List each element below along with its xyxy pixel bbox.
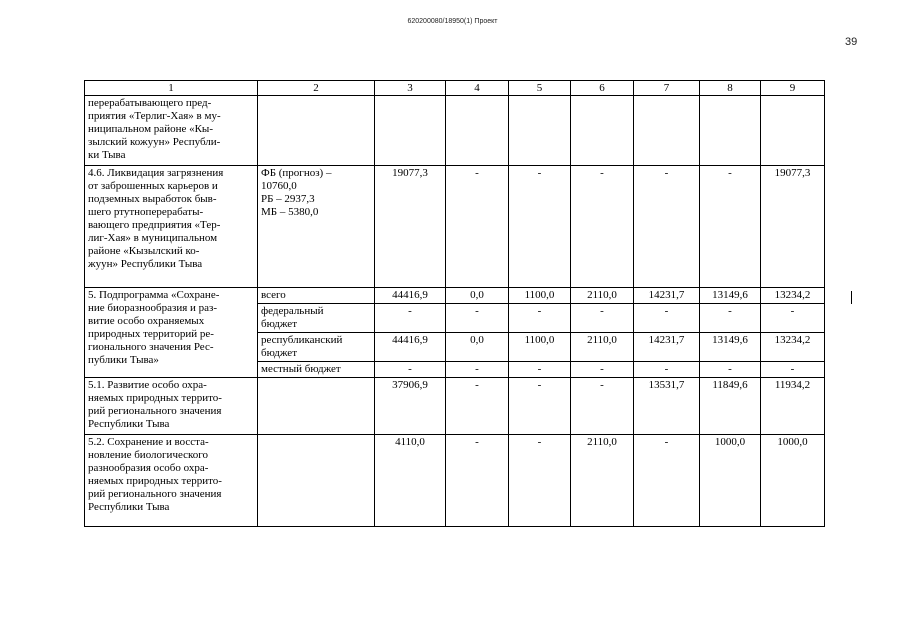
value-cell: 0,0	[446, 333, 509, 362]
value-cell: 1000,0	[700, 435, 761, 527]
cell-text-line: Республики Тыва	[88, 501, 170, 513]
value-cell: -	[634, 435, 700, 527]
value-cell: 13234,2	[761, 288, 825, 304]
row-title-cell	[85, 96, 258, 166]
cell-text-line: бюджет	[261, 347, 297, 359]
cell-text-line: перерабатывающего пред-	[88, 97, 212, 109]
value-cell: 1000,0	[761, 435, 825, 527]
row-title-cell	[85, 378, 258, 435]
funding-source-cell	[258, 288, 375, 304]
row-title-cell	[85, 166, 258, 288]
cell-text-line: рий регионального значения	[88, 405, 222, 417]
value-cell: -	[375, 304, 446, 333]
value-cell: 2110,0	[571, 435, 634, 527]
column-header: 4	[446, 81, 509, 96]
funding-source-cell	[258, 435, 375, 527]
cell-text-line: от заброшенных карьеров и	[88, 180, 218, 192]
value-cell: -	[571, 378, 634, 435]
value-cell: 13531,7	[634, 378, 700, 435]
cell-text-line: витие особо охраняемых	[88, 315, 205, 327]
value-cell: -	[375, 362, 446, 378]
value-cell: 1100,0	[509, 333, 571, 362]
value-cell: -	[571, 166, 634, 288]
cell-text-line: местный бюджет	[261, 363, 341, 375]
cell-text-line: районе «Кызылский ко-	[88, 245, 200, 257]
funding-source-cell	[258, 96, 375, 166]
column-header: 5	[509, 81, 571, 96]
value-cell: -	[571, 362, 634, 378]
value-cell	[700, 96, 761, 166]
cell-text-line: Республики Тыва	[88, 418, 170, 430]
table-row	[85, 378, 825, 435]
row-title-cell	[85, 288, 258, 378]
value-cell: 1100,0	[509, 288, 571, 304]
value-cell: 0,0	[446, 288, 509, 304]
cell-text-line: шего ртутноперерабаты-	[88, 206, 204, 218]
cell-text-line: рий регионального значения	[88, 488, 222, 500]
column-header: 2	[258, 81, 375, 96]
value-cell	[761, 96, 825, 166]
cell-text-line: няемых природных террито-	[88, 475, 222, 487]
funding-source-cell	[258, 304, 375, 333]
value-cell: -	[509, 304, 571, 333]
table-row	[85, 288, 825, 304]
cell-text-line: новление биологического	[88, 449, 209, 461]
value-cell: -	[446, 435, 509, 527]
value-cell	[634, 96, 700, 166]
cell-text-line: бюджет	[261, 318, 297, 330]
column-header: 7	[634, 81, 700, 96]
cell-text-line: ние биоразнообразия и раз-	[88, 302, 218, 314]
value-cell: 11934,2	[761, 378, 825, 435]
cell-text-line: 5. Подпрограмма «Сохране-	[88, 289, 220, 301]
cell-text-line: вающего предприятия «Тер-	[88, 219, 221, 231]
funding-source-cell	[258, 333, 375, 362]
table-row	[85, 166, 825, 288]
value-cell: 19077,3	[761, 166, 825, 288]
cell-text-line: публики Тыва»	[88, 354, 159, 366]
cell-text-line: подземных выработок быв-	[88, 193, 217, 205]
cell-text-line: 5.2. Сохранение и восста-	[88, 436, 209, 448]
value-cell: 13149,6	[700, 288, 761, 304]
value-cell: -	[509, 362, 571, 378]
cell-text-line: ки Тыва	[88, 149, 126, 161]
cell-text-line: зылский кожуун» Республи-	[88, 136, 221, 148]
column-header: 9	[761, 81, 825, 96]
value-cell: 19077,3	[375, 166, 446, 288]
cell-text-line: РБ – 2937,3	[261, 193, 315, 205]
value-cell	[375, 96, 446, 166]
column-header: 8	[700, 81, 761, 96]
cell-text-line: 10760,0	[261, 180, 297, 192]
value-cell: -	[700, 304, 761, 333]
cell-text-line: гионального значения Рес-	[88, 341, 214, 353]
value-cell: -	[700, 362, 761, 378]
value-cell: -	[509, 378, 571, 435]
value-cell: -	[446, 362, 509, 378]
table-row	[85, 435, 825, 527]
funding-source-cell	[258, 166, 375, 288]
value-cell: -	[634, 362, 700, 378]
page-number: 39	[845, 36, 858, 48]
value-cell: 37906,9	[375, 378, 446, 435]
funding-source-cell	[258, 362, 375, 378]
value-cell: -	[446, 378, 509, 435]
column-header: 3	[375, 81, 446, 96]
cell-text-line: лиг-Хая» в муниципальном	[88, 232, 218, 244]
value-cell: 2110,0	[571, 288, 634, 304]
value-cell	[446, 96, 509, 166]
cell-text-line: ФБ (прогноз) –	[261, 167, 332, 179]
value-cell: -	[761, 304, 825, 333]
value-cell: 4110,0	[375, 435, 446, 527]
budget-table	[84, 80, 825, 527]
value-cell: -	[509, 166, 571, 288]
value-cell: 11849,6	[700, 378, 761, 435]
cell-text-line: всего	[261, 289, 286, 301]
value-cell: -	[634, 304, 700, 333]
header-row	[85, 81, 825, 96]
document-id: 620200080/18950(1) Проект	[407, 18, 498, 25]
cell-text-line: МБ – 5380,0	[261, 206, 319, 218]
margin-mark	[851, 291, 852, 304]
value-cell: -	[446, 166, 509, 288]
cell-text-line: 5.1. Развитие особо охра-	[88, 379, 207, 391]
value-cell: 14231,7	[634, 333, 700, 362]
cell-text-line: няемых природных террито-	[88, 392, 222, 404]
row-title-cell	[85, 435, 258, 527]
table-row	[85, 96, 825, 166]
value-cell: -	[634, 166, 700, 288]
funding-source-cell	[258, 378, 375, 435]
cell-text-line: разнообразия особо охра-	[88, 462, 209, 474]
column-header: 6	[571, 81, 634, 96]
cell-text-line: ниципальном районе «Кы-	[88, 123, 213, 135]
cell-text-line: 4.6. Ликвидация загрязнения	[88, 167, 224, 179]
column-header: 1	[85, 81, 258, 96]
value-cell: -	[761, 362, 825, 378]
cell-text-line: республиканский	[261, 334, 343, 346]
value-cell: 44416,9	[375, 288, 446, 304]
value-cell	[571, 96, 634, 166]
cell-text-line: федеральный	[261, 305, 324, 317]
value-cell: -	[446, 304, 509, 333]
value-cell	[509, 96, 571, 166]
value-cell: 13149,6	[700, 333, 761, 362]
value-cell: 2110,0	[571, 333, 634, 362]
cell-text-line: природных территорий ре-	[88, 328, 214, 340]
cell-text-line: жуун» Республики Тыва	[88, 258, 203, 270]
value-cell: -	[509, 435, 571, 527]
value-cell: 44416,9	[375, 333, 446, 362]
value-cell: -	[571, 304, 634, 333]
value-cell: -	[700, 166, 761, 288]
cell-text-line: приятия «Терлиг-Хая» в му-	[88, 110, 221, 122]
value-cell: 13234,2	[761, 333, 825, 362]
value-cell: 14231,7	[634, 288, 700, 304]
